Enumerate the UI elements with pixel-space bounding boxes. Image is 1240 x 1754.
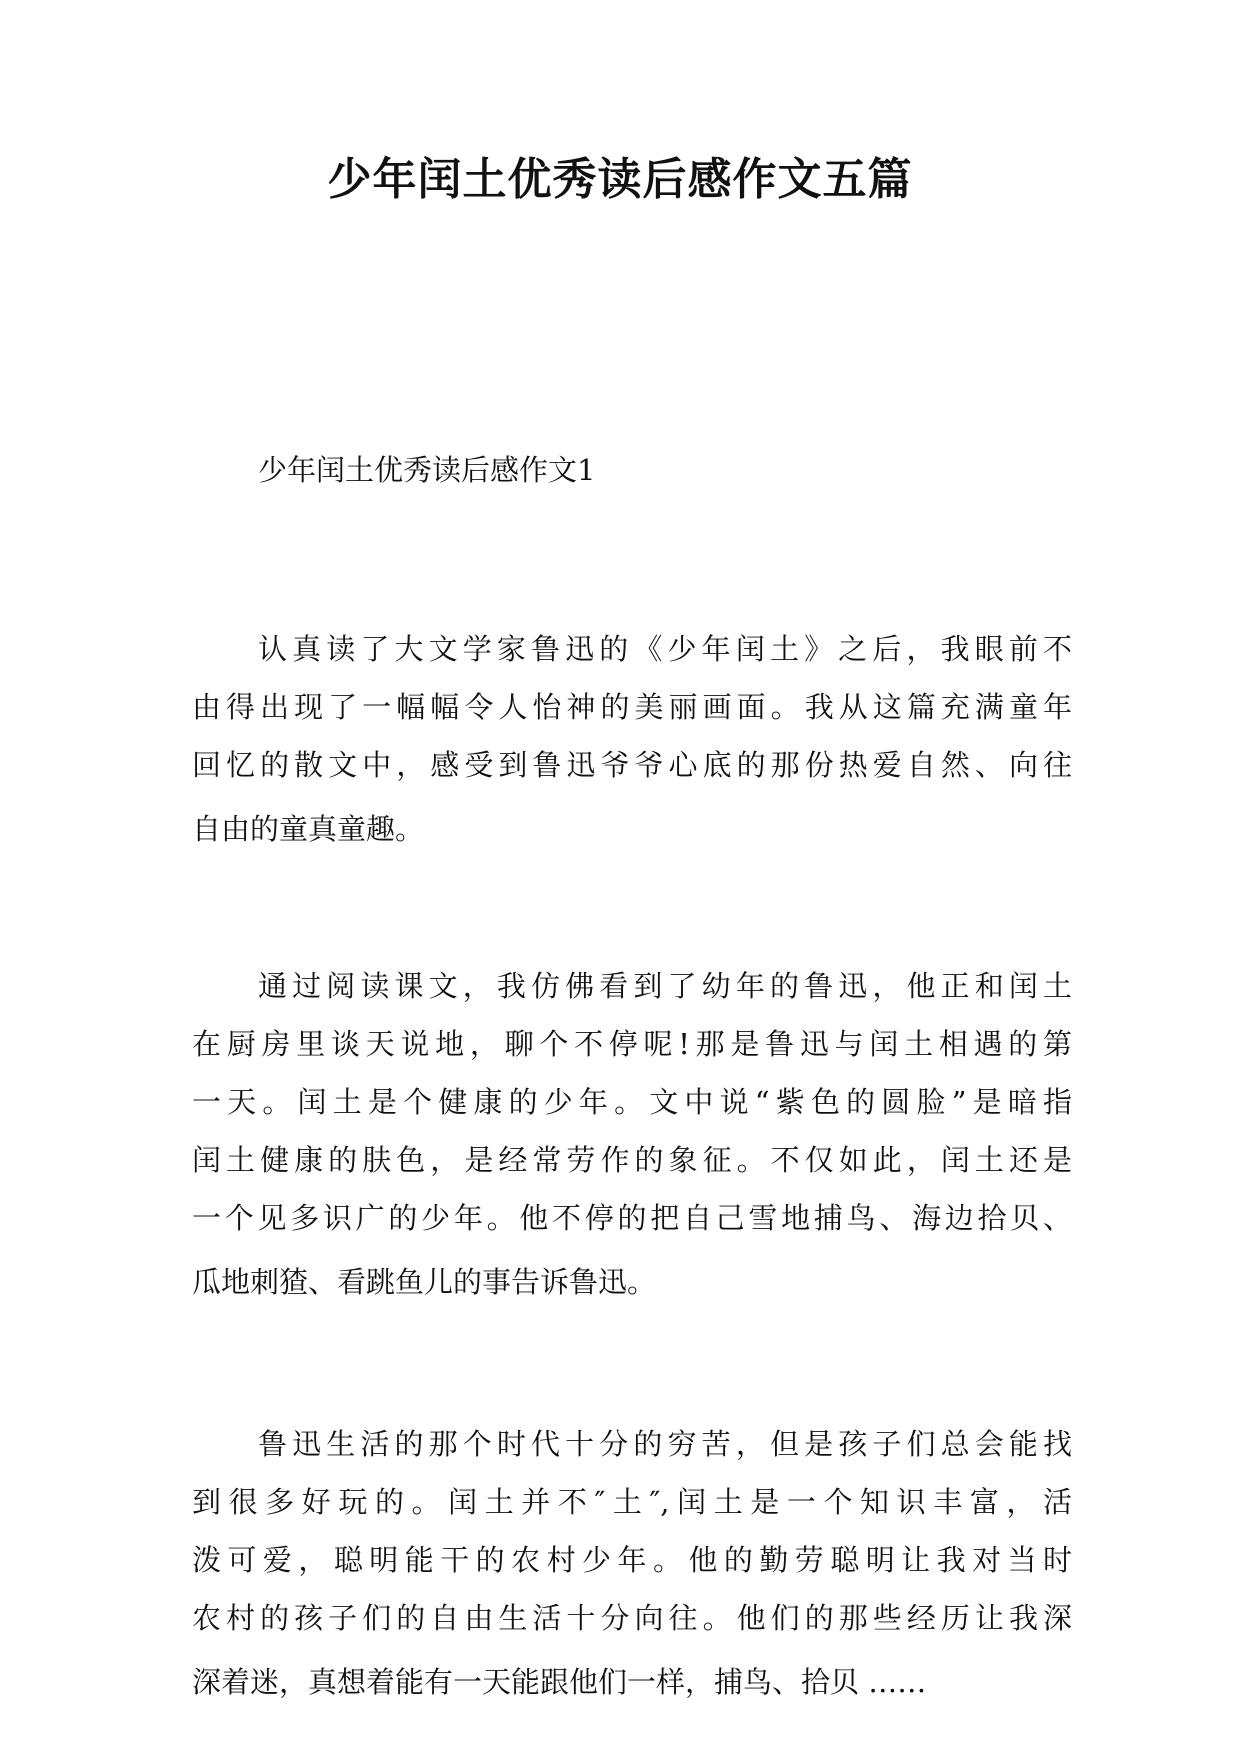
paragraph-line: 一天。闰土是个健康的少年。文中说“紫色的圆脸”是暗指: [192, 1085, 1072, 1119]
paragraph-2: [192, 957, 1072, 1311]
document-title: 少年闰土优秀读后感作文五篇: [327, 154, 913, 205]
paragraph-line: 认真读了大文学家鲁迅的《少年闰土》之后，我眼前不: [258, 632, 1072, 666]
section-heading: 少年闰土优秀读后感作文1: [258, 453, 596, 487]
paragraph-line: 闰土健康的肤色，是经常劳作的象征。不仅如此，闰土还是: [192, 1143, 1072, 1177]
paragraph-line: 一个见多识广的少年。他不停的把自己雪地捕鸟、海边拾贝、: [192, 1201, 1072, 1235]
paragraph-line: 鲁迅生活的那个时代十分的穷苦，但是孩子们总会能找: [258, 1427, 1072, 1461]
paragraph-line: 深着迷，真想着能有一天能跟他们一样，捕鸟、拾贝 ……: [192, 1665, 927, 1699]
paragraph-line: 自由的童真童趣。: [192, 812, 425, 846]
paragraph-line: 在厨房里谈天说地，聊个不停呢!那是鲁迅与闰土相遇的第: [192, 1027, 1072, 1061]
paragraph-3: [192, 1415, 1072, 1711]
paragraph-line: 到很多好玩的。闰土并不″土″,闰土是一个知识丰富，活: [192, 1485, 1072, 1519]
paragraph-line: 通过阅读课文，我仿佛看到了幼年的鲁迅，他正和闰土: [258, 969, 1072, 1003]
paragraph-line: 由得出现了一幅幅令人怡神的美丽画面。我从这篇充满童年: [192, 690, 1072, 724]
paragraph-1: [192, 620, 1072, 858]
paragraph-line: 回忆的散文中，感受到鲁迅爷爷心底的那份热爱自然、向往: [192, 748, 1072, 782]
paragraph-line: 泼可爱，聪明能干的农村少年。他的勤劳聪明让我对当时: [192, 1543, 1072, 1577]
paragraph-line: 瓜地刺猹、看跳鱼儿的事告诉鲁迅。: [192, 1265, 657, 1299]
paragraph-line: 农村的孩子们的自由生活十分向往。他们的那些经历让我深: [192, 1601, 1072, 1635]
